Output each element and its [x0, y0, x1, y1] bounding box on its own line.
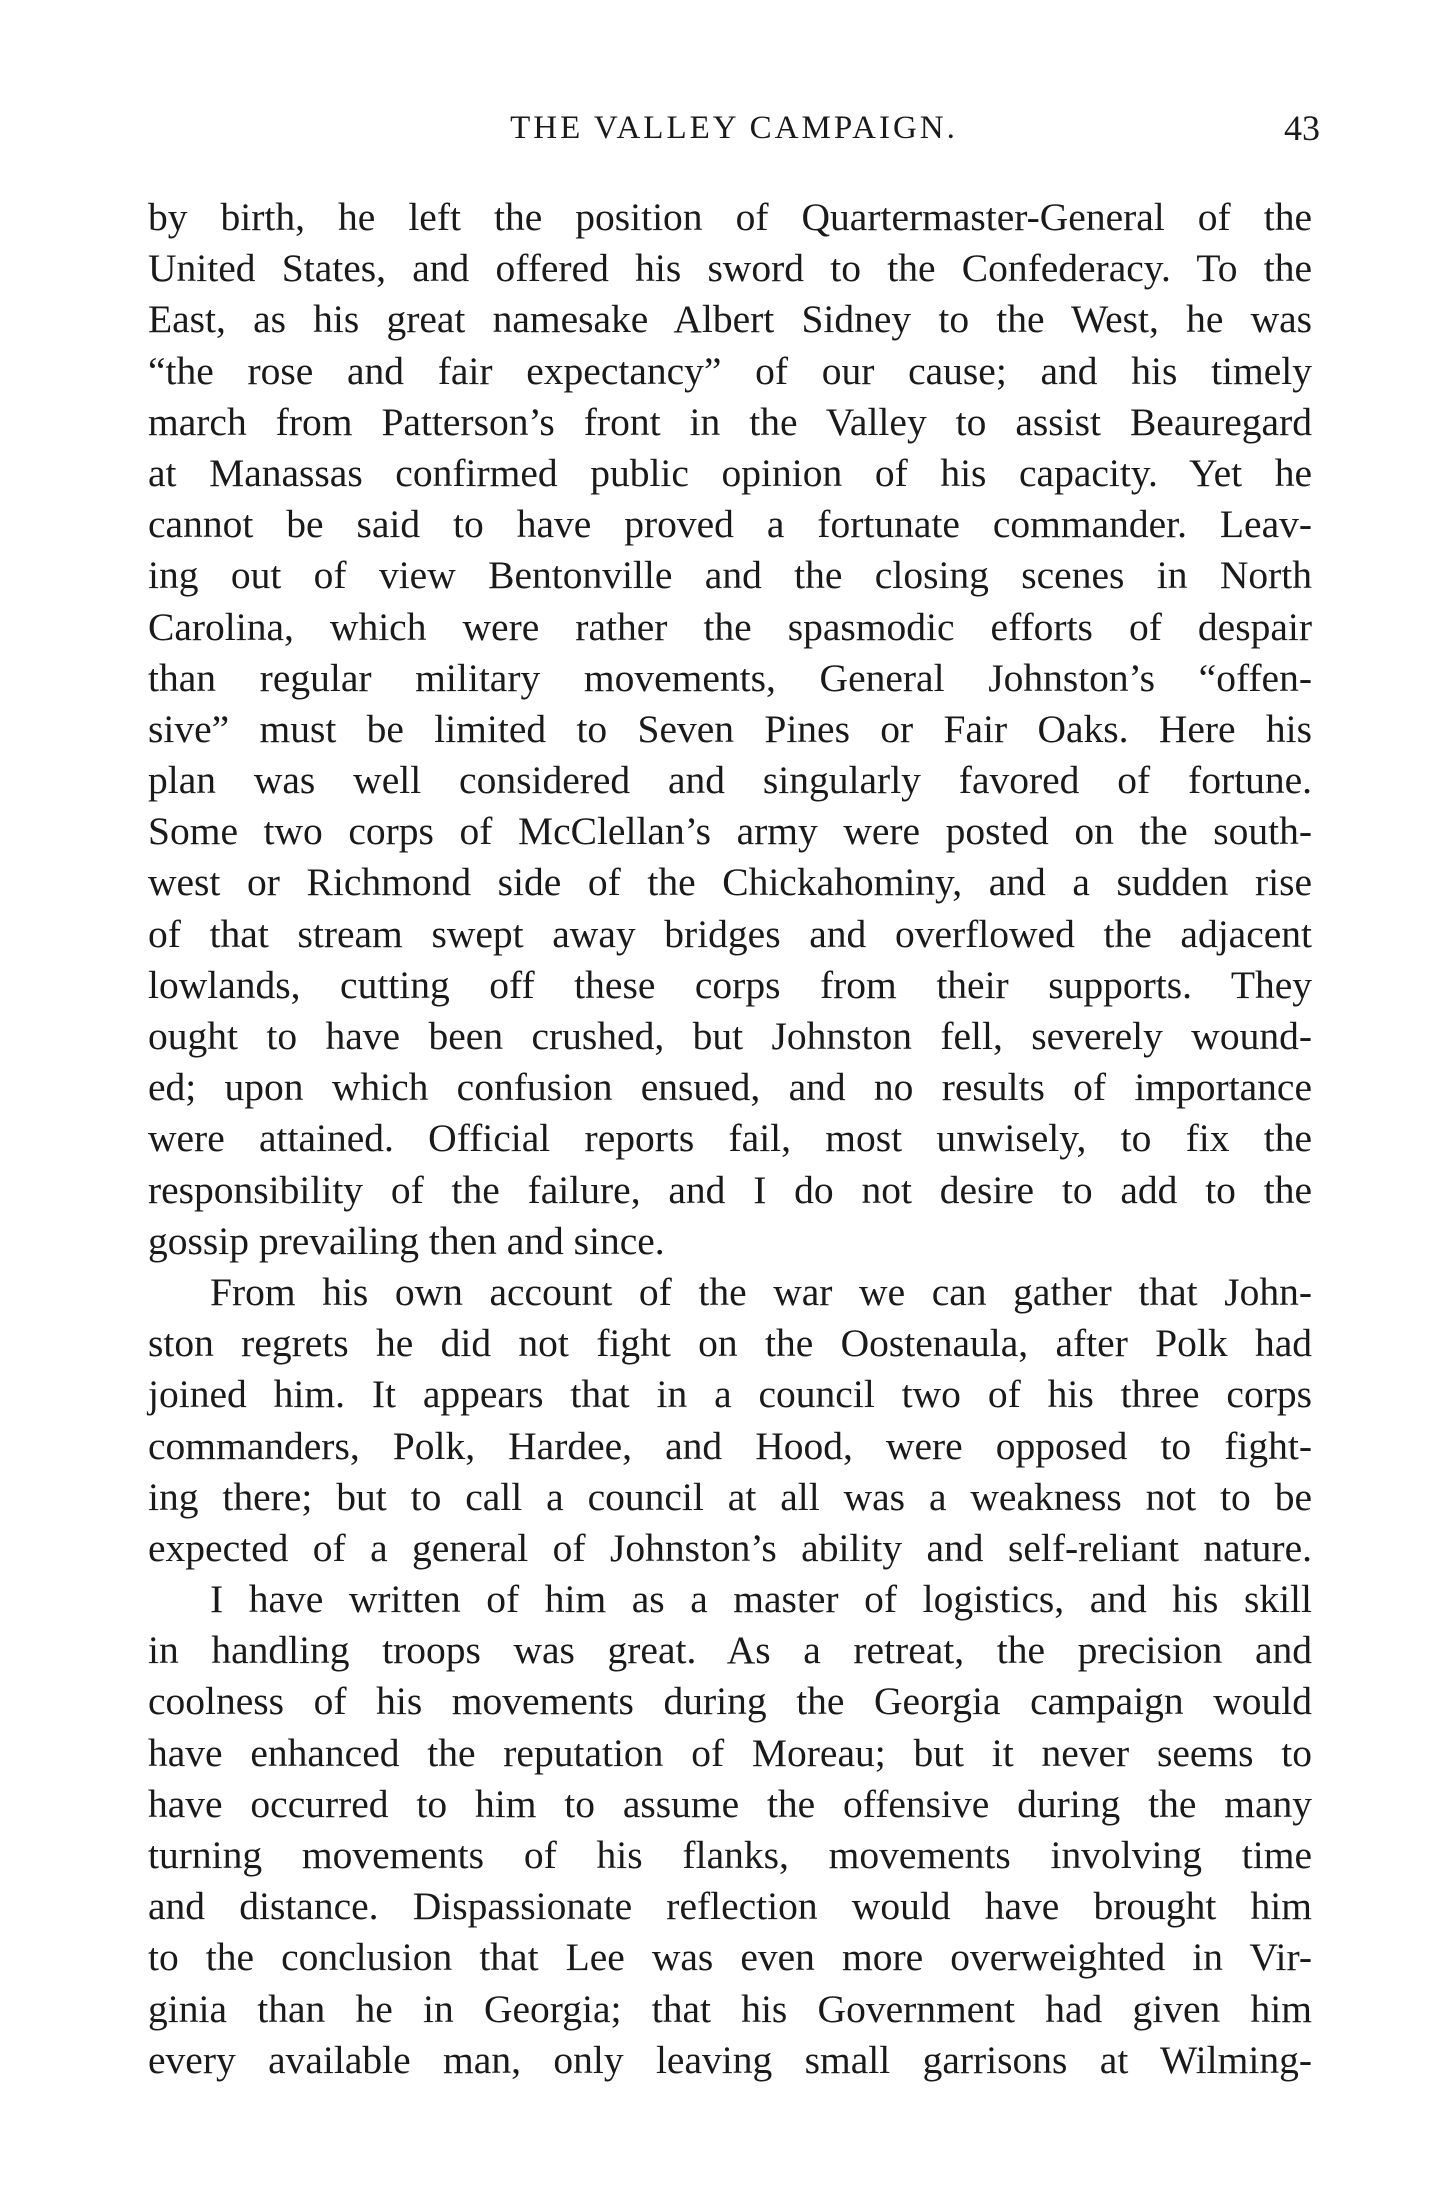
text-line: at Manassas confirmed public opinion of his capacity. Yet he: [148, 450, 1312, 495]
text-line: ought to have been crushed, but Johnston fell, severely wound-: [148, 1014, 1312, 1058]
text-line: of that stream swept away bridges and overflowed the adjacent: [148, 911, 1312, 956]
page-number: 43: [1284, 108, 1320, 148]
text-line: Some two corps of McClellan’s army were posted on the south-: [148, 809, 1312, 854]
paragraph-start-line: I have written of him as a master of logistics, and his skill: [210, 1577, 1312, 1622]
running-head: [148, 106, 1320, 150]
text-line: than regular military movements, General Johnston’s “offen-: [148, 655, 1312, 700]
text-line: ing there; but to call a council at all was a weakness not to be: [148, 1474, 1312, 1519]
text-line: have occurred to him to assume the offensive during the many: [148, 1781, 1312, 1826]
running-title: THE VALLEY CAMPAIGN.: [510, 110, 958, 146]
text-line: Carolina, which were rather the spasmodic efforts of despair: [148, 604, 1312, 649]
text-line: to the conclusion that Lee was even more overweighted in Vir-: [148, 1935, 1312, 1980]
text-line: west or Richmond side of the Chickahominy, and a sudden rise: [148, 860, 1312, 905]
text-line: turning movements of his flanks, movements involving time: [148, 1833, 1312, 1877]
text-line: lowlands, cutting off these corps from their supports. They: [148, 962, 1312, 1007]
text-line: and distance. Dispassionate reflection would have brought him: [148, 1884, 1312, 1929]
text-line: responsibility of the failure, and I do not desire to add to the: [148, 1167, 1312, 1212]
text-line: march from Patterson’s front in the Valley to assist Beauregard: [148, 399, 1312, 444]
text-line: ed; upon which confusion ensued, and no results of importance: [148, 1065, 1312, 1110]
paragraph-end-line: expected of a general of Johnston’s ability and self-reliant nature.: [148, 1525, 1312, 1570]
text-line: ston regrets he did not fight on the Oostenaula, after Polk had: [148, 1321, 1312, 1366]
text-line: “the rose and fair expectancy” of our cause; and his timely: [148, 348, 1312, 393]
text-line: ginia than he in Georgia; that his Government had given him: [148, 1986, 1312, 2031]
text-line: East, as his great namesake Albert Sidney to the West, he was: [148, 297, 1312, 342]
text-line: by birth, he left the position of Quartermaster-General of the: [148, 195, 1312, 239]
text-line: sive” must be limited to Seven Pines or Fair Oaks. Here his: [148, 706, 1312, 751]
text-line: have enhanced the reputation of Moreau; but it never seems to: [148, 1730, 1312, 1775]
text-line: commanders, Polk, Hardee, and Hood, were opposed to fight-: [148, 1423, 1312, 1468]
text-line: cannot be said to have proved a fortunate commander. Leav-: [148, 502, 1312, 547]
text-line: every available man, only leaving small garrisons at Wilming-: [148, 2037, 1312, 2082]
paragraph-end-line: gossip prevailing then and since.: [148, 1218, 665, 1263]
text-line: joined him. It appears that in a council two of his three corps: [148, 1372, 1312, 1417]
text-line: ing out of view Bentonville and the closing scenes in North: [148, 553, 1312, 598]
text-line: were attained. Official reports fail, most unwisely, to fix the: [148, 1116, 1312, 1161]
paragraph-start-line: From his own account of the war we can gather that John-: [210, 1269, 1312, 1314]
body-text: [148, 192, 1312, 2086]
text-line: in handling troops was great. As a retreat, the precision and: [148, 1628, 1312, 1673]
text-line: United States, and offered his sword to the Confederacy. To the: [148, 246, 1312, 291]
text-line: plan was well considered and singularly favored of fortune.: [148, 758, 1312, 803]
text-line: coolness of his movements during the Georgia campaign would: [148, 1679, 1312, 1724]
